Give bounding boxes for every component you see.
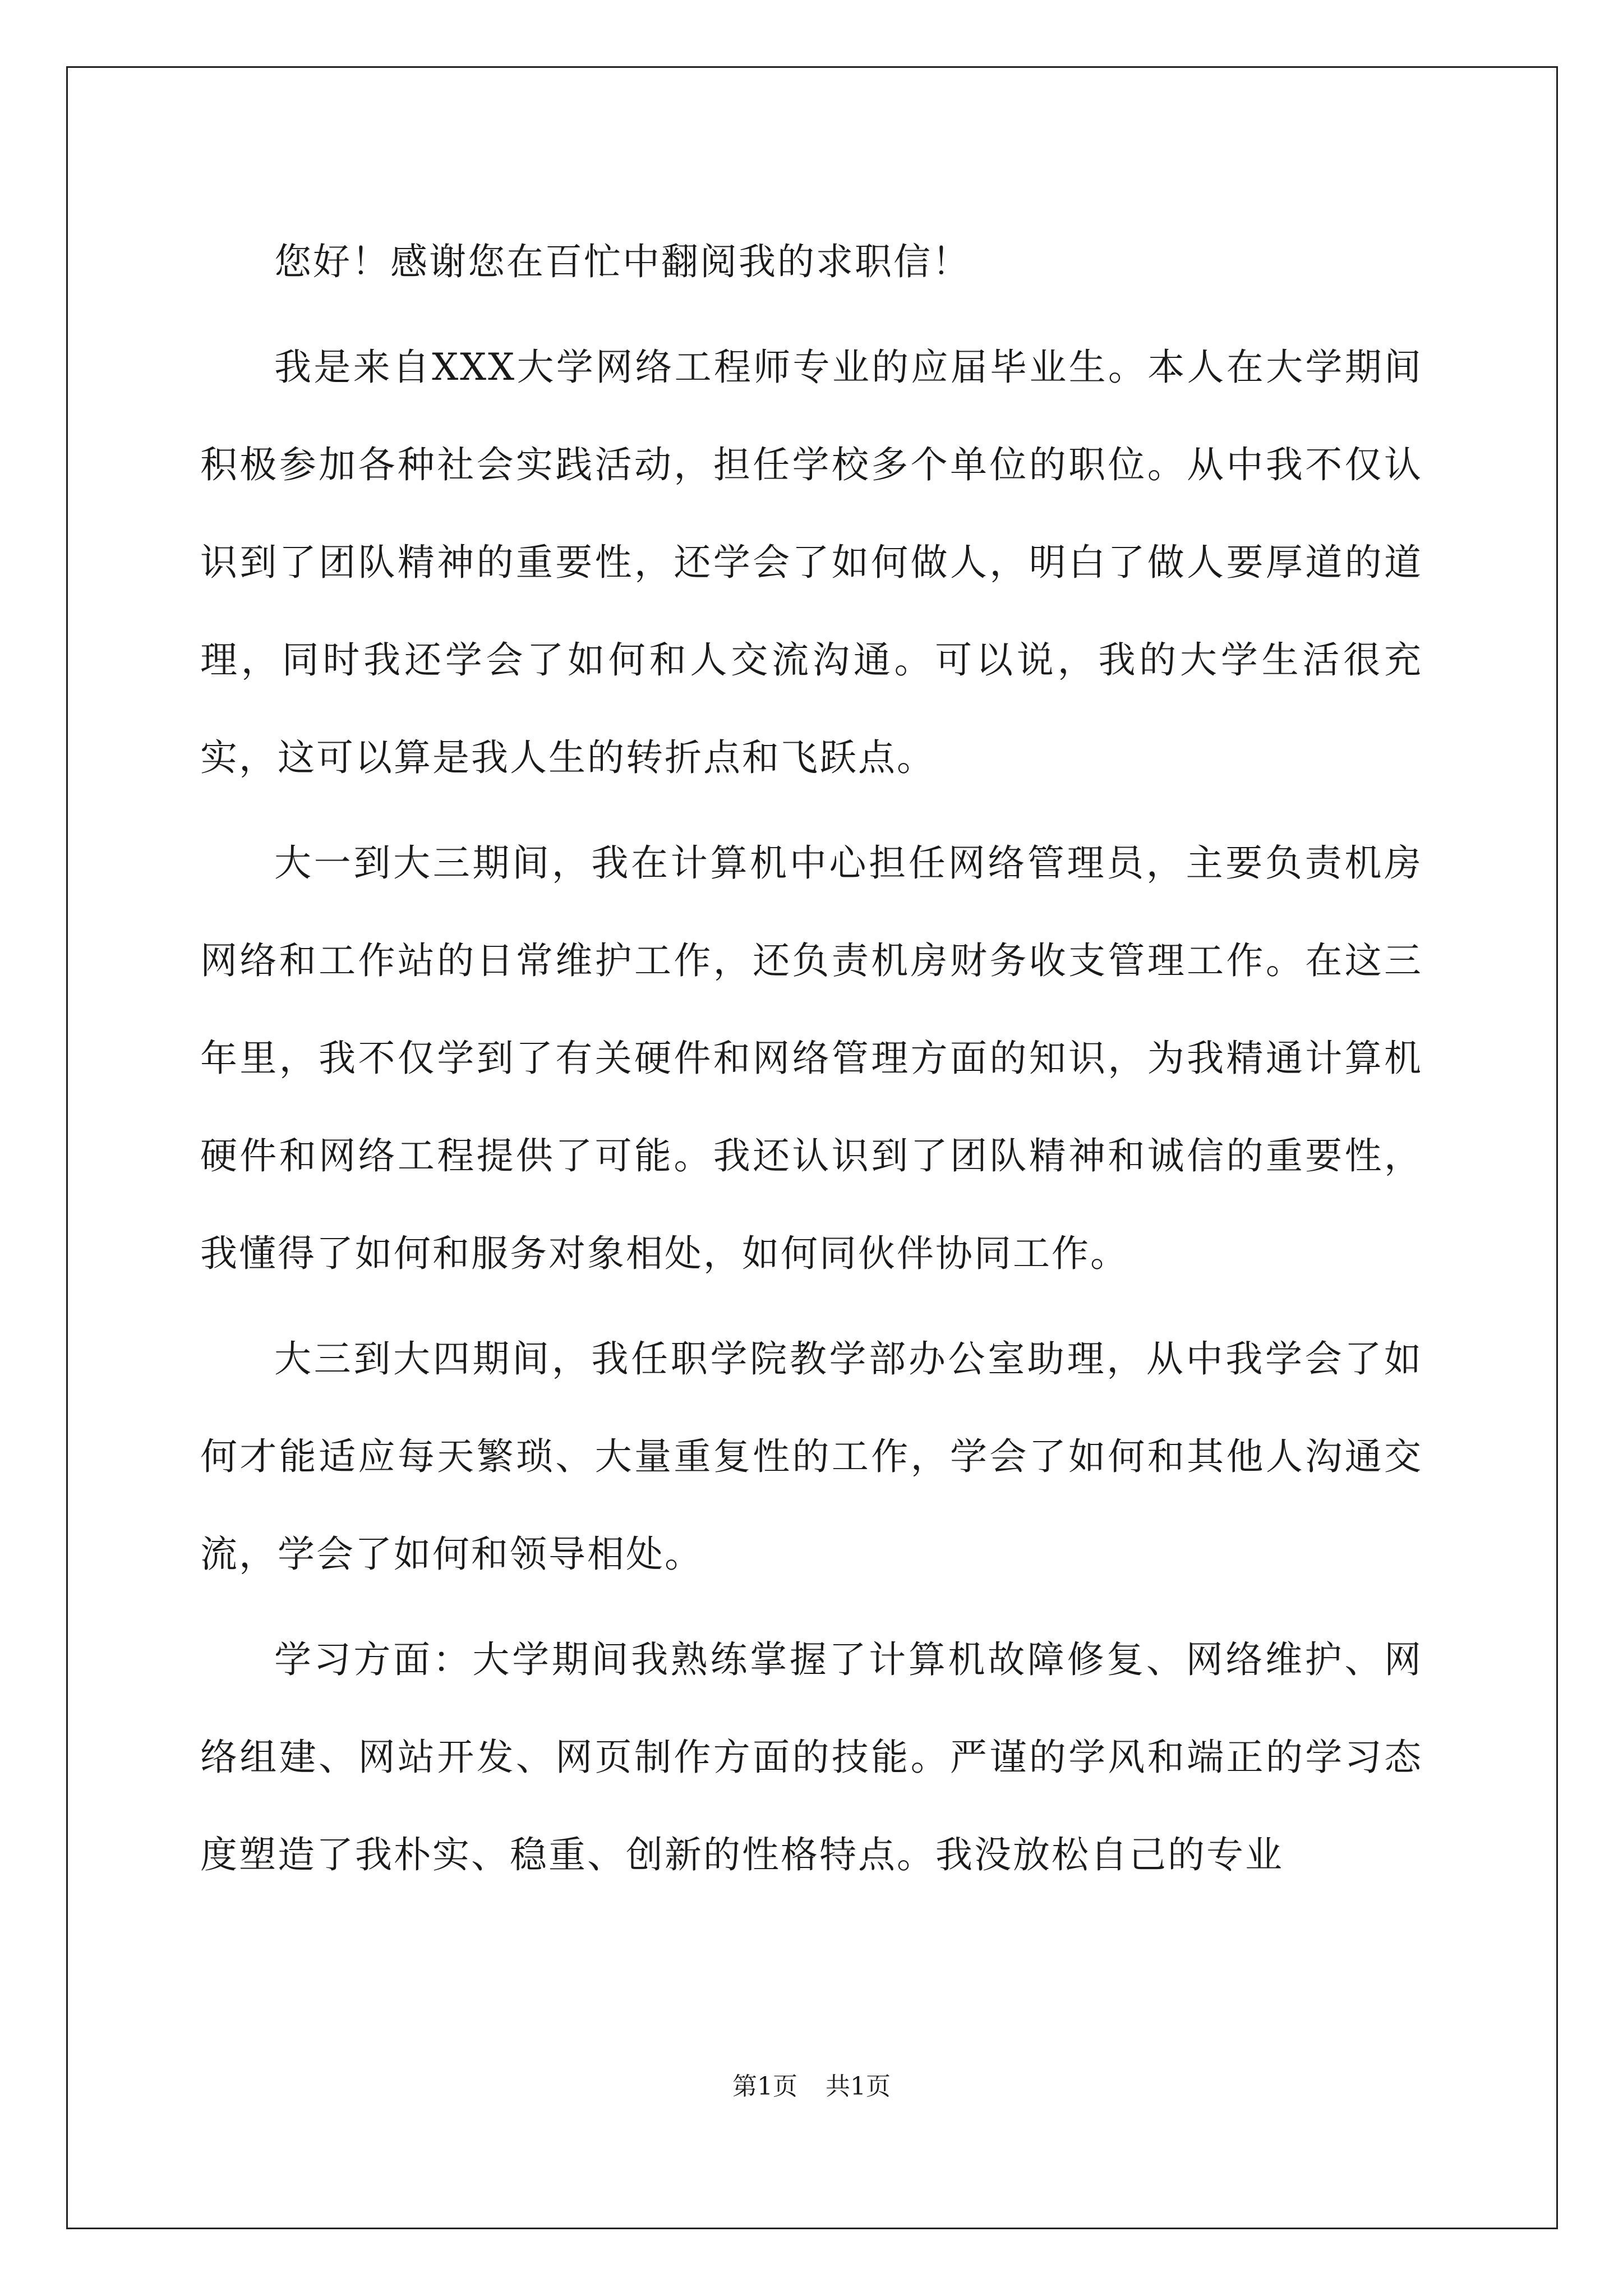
page-footer <box>0 2070 1623 2104</box>
letter-body <box>200 213 1423 1912</box>
paragraph-office-assistant-experience: 大三到大四期间，我任职学院教学部办公室助理，从中我学会了如何才能适应每天繁琐、大量重复性的工作，学会了如何和其他人沟通交流，学会了如何和领导相处。 <box>200 1337 1423 1576</box>
page-number-total: 共1页 <box>826 2072 891 2101</box>
paragraph-introduction: 我是来自XXX大学网络工程师专业的应届毕业生。本人在大学期间积极参加各种社会实践活动，担任学校多个单位的职位。从中我不仅认识到了团队精神的重要性，还学会了如何做人，明白了做人要厚道的道理，同时我还学会了如何和人交流沟通。可以说，我的大学生活很充实，这可以算是我人生的转折点和飞跃点。 <box>200 346 1423 779</box>
paragraph-greeting: 您好！感谢您在百忙中翻阅我的求职信！ <box>274 240 971 283</box>
paragraph-study: 学习方面：大学期间我熟练掌握了计算机故障修复、网络维护、网络组建、网站开发、网页制作方面的技能。严谨的学风和端正的学习态度塑造了我朴实、稳重、创新的性格特点。我没放松自己的专业 <box>200 1638 1423 1876</box>
paragraph-network-admin-experience: 大一到大三期间，我在计算机中心担任网络管理员，主要负责机房网络和工作站的日常维护工作，还负责机房财务收支管理工作。在这三年里，我不仅学到了有关硬件和网络管理方面的知识，为我精通计算机硬件和网络工程提供了可能。我还认识到了团队精神和诚信的重要性，我懂得了如何和服务对象相处，如何同伙伴协同工作。 <box>200 841 1423 1275</box>
page-number-current: 第1页 <box>732 2072 797 2101</box>
